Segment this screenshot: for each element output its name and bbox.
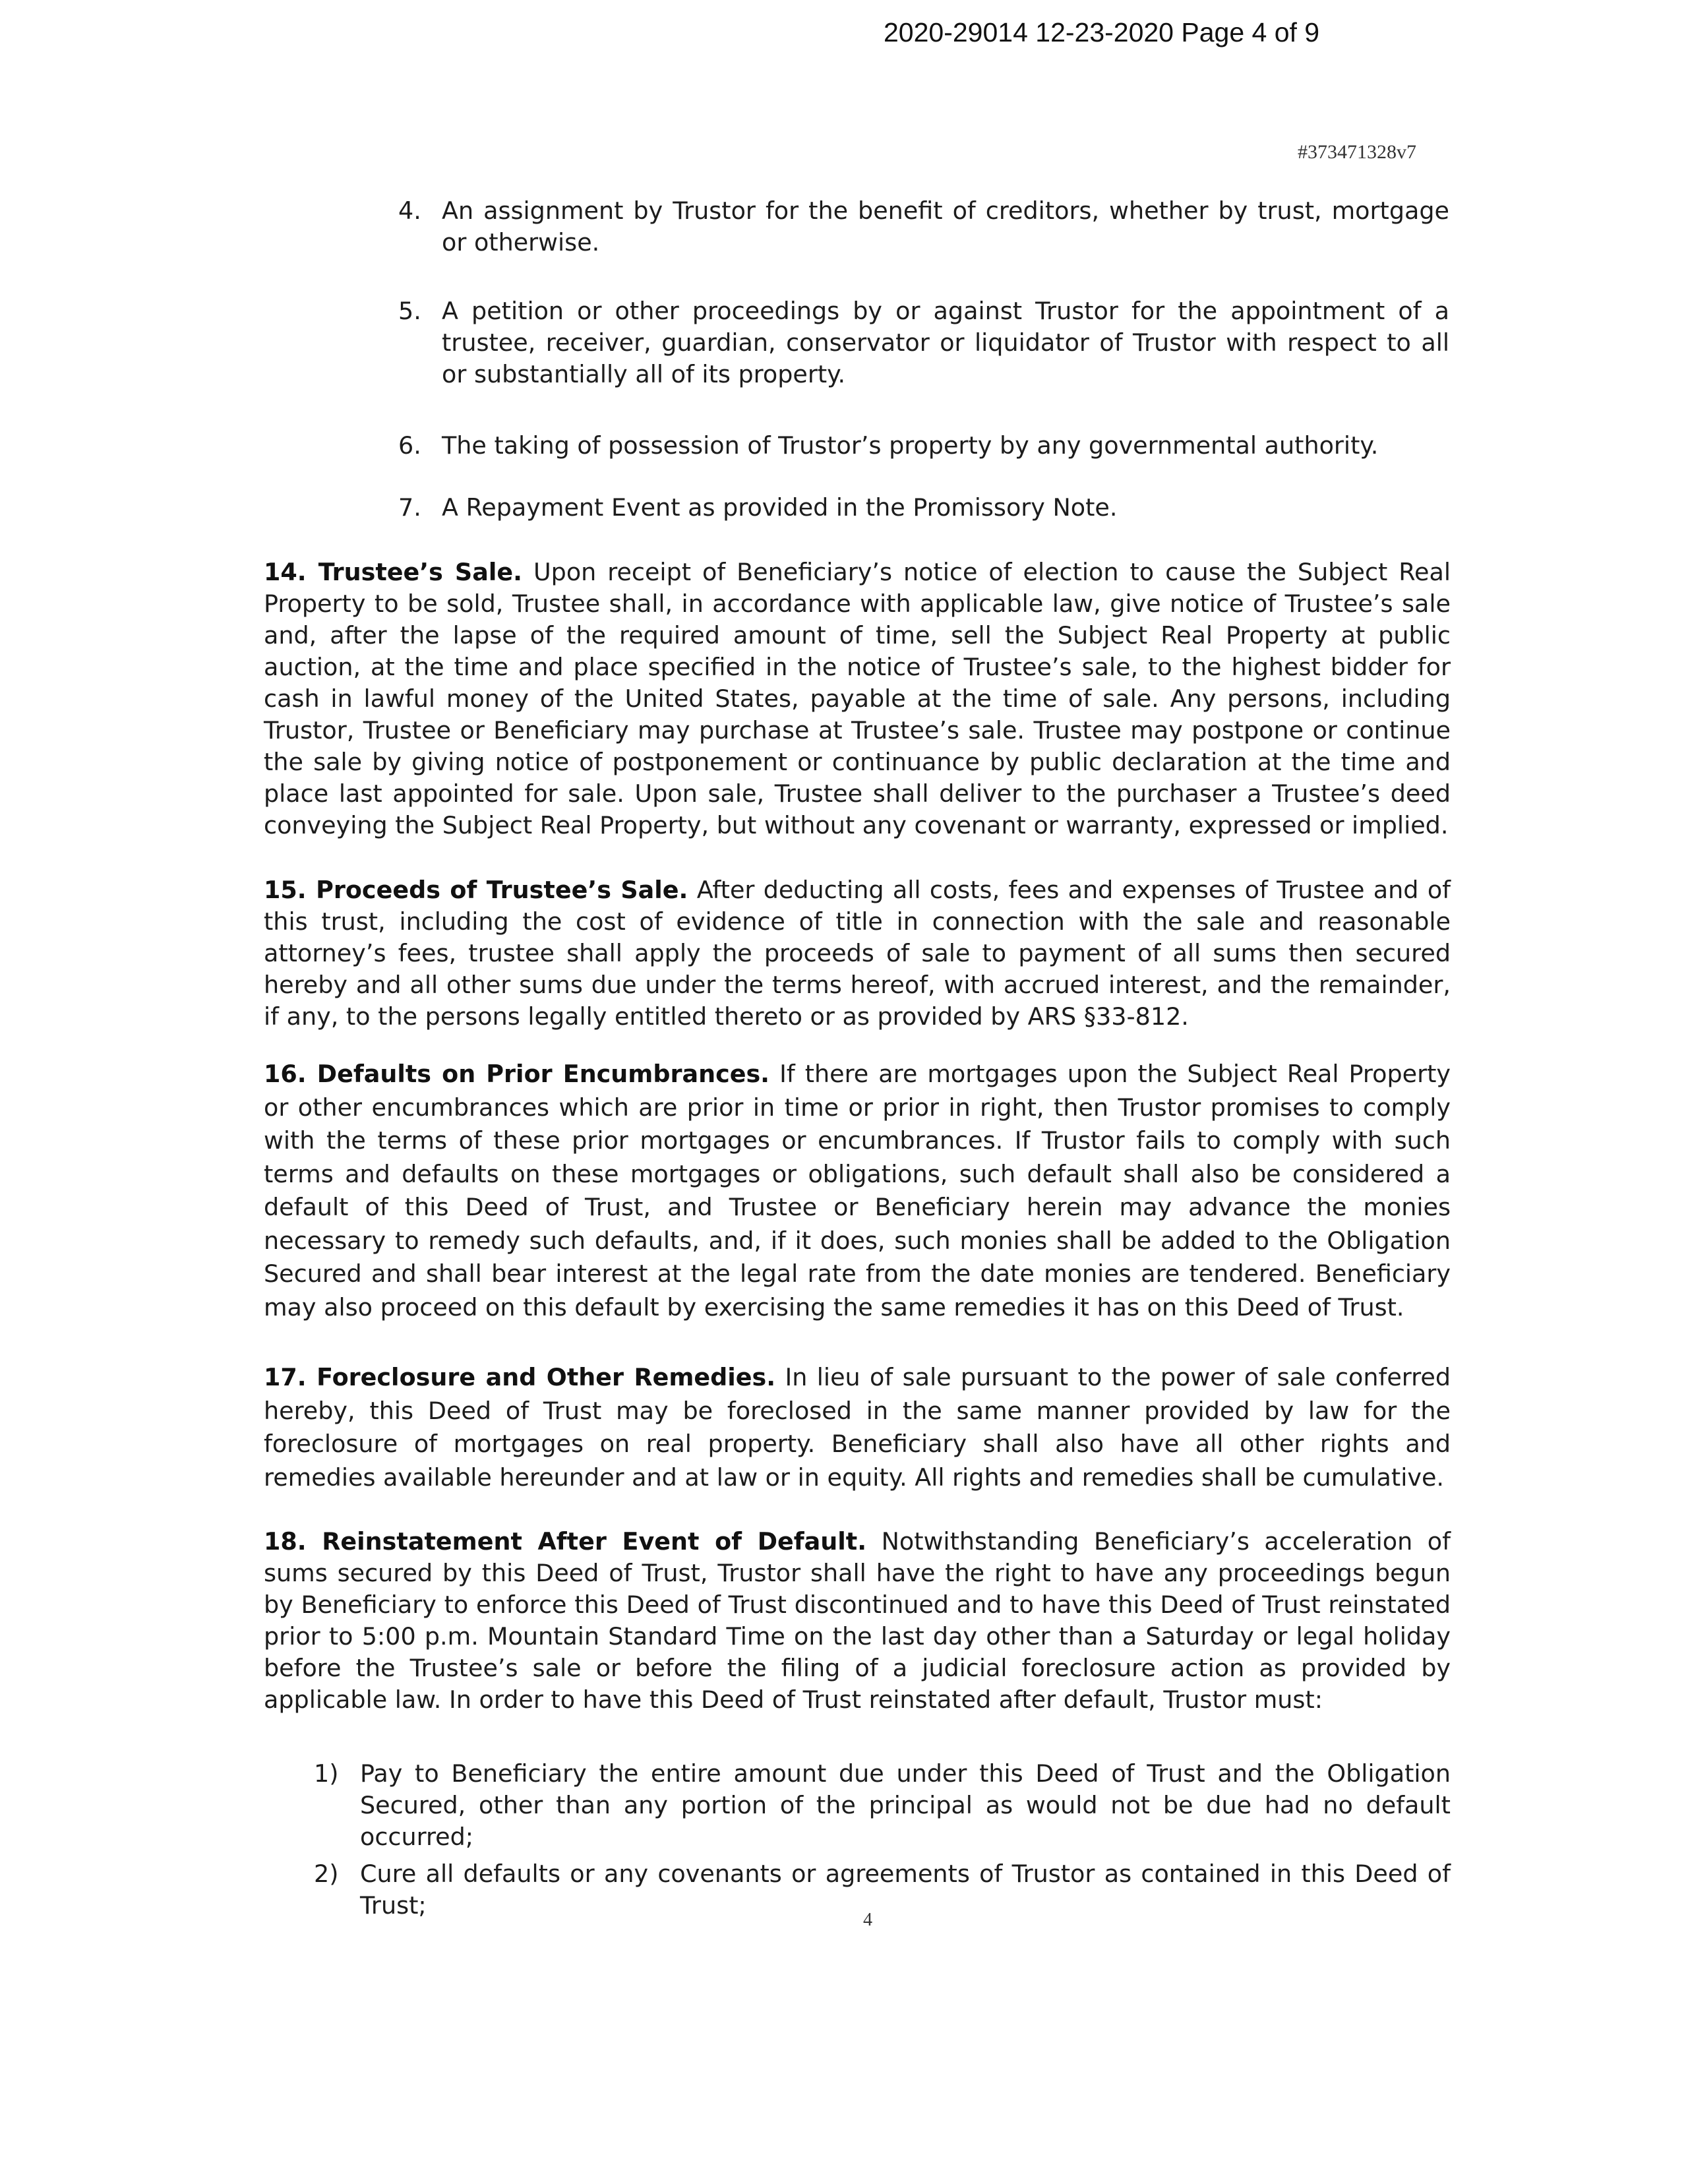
- list-item-number: 4.: [398, 197, 421, 225]
- list-item-number: 6.: [398, 431, 421, 460]
- section-text: Upon receipt of Beneficiary’s notice of election to cause the Subject Real Property to be sold, Trustee shall, in accordance with applicable law, give notice of Trustee’s sale and, after the lapse of the required amount of time, sell the Subject Real Property at public auction, at the time and place specified in the notice of Trustee’s sale, to the highest bidder for cash in lawful money of the United States, payable at the time of sale. Any persons, including Trustor, Trustee or Beneficiary may purchase at Trustee’s sale. Trustee may postpone or continue the sale by giving notice of postponement or continuance by public declaration at the time and place last appointed for sale. Upon sale, Trustee shall deliver to the purchaser a Trustee’s deed conveying the Subject Real Property, but without any covenant or warranty, expressed or implied.: [264, 558, 1451, 839]
- section-17-foreclosure: [264, 1361, 1451, 1494]
- list-item: [398, 195, 1449, 258]
- list-item-text: The taking of possession of Trustor’s property by any governmental authority.: [442, 431, 1379, 460]
- section-14-trustees-sale: [264, 557, 1451, 841]
- recording-header: 2020-29014 12-23-2020 Page 4 of 9: [884, 17, 1320, 47]
- list-item: [314, 1858, 1451, 1922]
- section-15-proceeds: [264, 874, 1451, 1033]
- document-id: #373471328v7: [1298, 141, 1416, 163]
- section-text: Notwithstanding Beneficiary’s acceleration of sums secured by this Deed of Trust, Trustor shall have the right to have any proceedings begun by Beneficiary to enforce this Deed of Trust discontinued and to have this Deed of Trust reinstated prior to 5:00 p.m. Mountain Standard Time on the last day other than a Saturday or legal holiday before the Trustee’s sale or before the filing of a judicial foreclosure action as provided by applicable law. In order to have this Deed of Trust reinstated after default, Trustor must:: [264, 1527, 1451, 1714]
- section-18-reinstatement: [264, 1526, 1451, 1716]
- section-heading: 18. Reinstatement After Event of Default.: [264, 1527, 867, 1556]
- section-16-prior-encumbrances: [264, 1058, 1451, 1324]
- list-item: [314, 1758, 1451, 1853]
- list-item-number: 1): [314, 1759, 339, 1788]
- section-text: After deducting all costs, fees and expenses of Trustee and of this trust, including the cost of evidence of title in connection with the sale and reasonable attorney’s fees, trustee shall apply the proceeds of sale to payment of all sums then secured hereby and all other sums due under the terms hereof, with accrued interest, and the remainder, if any, to the persons legally entitled thereto or as provided by ARS §33-812.: [264, 876, 1451, 1031]
- list-item-text: A petition or other proceedings by or against Trustor for the appointment of a trustee, receiver, guardian, conservator or liquidator of Trustor with respect to all or substantially all of its property.: [442, 297, 1449, 388]
- section-text: In lieu of sale pursuant to the power of sale conferred hereby, this Deed of Trust may be foreclosed in the same manner provided by law for the foreclosure of mortgages on real property. Beneficiary shall also have all other rights and remedies available hereunder and at law or in equity. All rights and remedies shall be cumulative.: [264, 1363, 1451, 1492]
- section-heading: 17. Foreclosure and Other Remedies.: [264, 1363, 776, 1391]
- list-item-text: Pay to Beneficiary the entire amount due under this Deed of Trust and the Obligation Secured, other than any portion of the principal as would not be due had no default occurred;: [360, 1759, 1451, 1851]
- list-item-number: 2): [314, 1860, 339, 1888]
- page-number: 4: [863, 1910, 872, 1930]
- list-item: [398, 295, 1449, 390]
- section-heading: 16. Defaults on Prior Encumbrances.: [264, 1060, 770, 1088]
- list-item-number: 5.: [398, 297, 421, 325]
- list-item-text: An assignment by Trustor for the benefit of creditors, whether by trust, mortgage or otherwise.: [442, 197, 1449, 257]
- list-item-number: 7.: [398, 493, 421, 522]
- list-item: [398, 430, 1449, 462]
- section-heading: 14. Trustee’s Sale.: [264, 558, 522, 586]
- list-item: [398, 492, 1449, 524]
- list-item-text: A Repayment Event as provided in the Promissory Note.: [442, 493, 1118, 522]
- list-item-text: Cure all defaults or any covenants or agreements of Trustor as contained in this Deed of Trust;: [360, 1860, 1451, 1920]
- section-heading: 15. Proceeds of Trustee’s Sale.: [264, 876, 688, 904]
- section-text: If there are mortgages upon the Subject Real Property or other encumbrances which are prior in time or prior in right, then Trustor promises to comply with the terms of these prior mortgages or encumbrances. If Trustor fails to comply with such terms and defaults on these mortgages or obligations, such default shall also be considered a default of this Deed of Trust, and Trustee or Beneficiary herein may advance the monies necessary to remedy such defaults, and, if it does, such monies shall be added to the Obligation Secured and shall bear interest at the legal rate from the date monies are tendered. Beneficiary may also proceed on this default by exercising the same remedies it has on this Deed of Trust.: [264, 1060, 1451, 1321]
